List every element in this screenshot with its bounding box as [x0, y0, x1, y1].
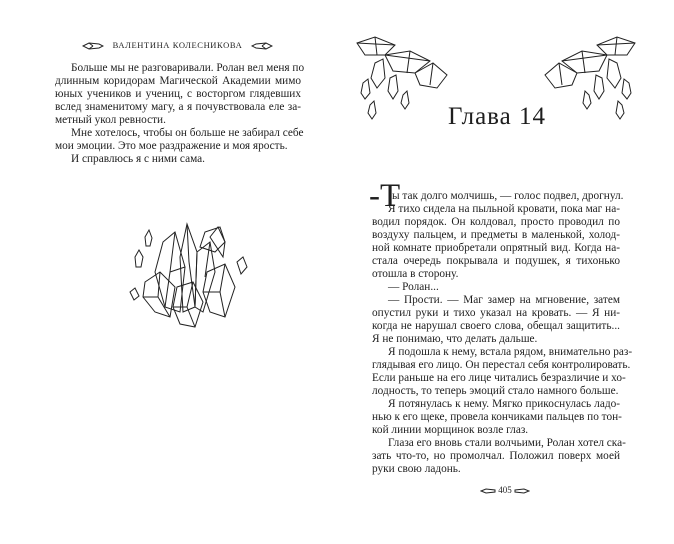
text-line: стала очередь покрывала и подушек, я тихонько: [372, 255, 620, 267]
text-line: Я тихо сидела на пыльной кровати, пока маг на-: [388, 203, 620, 215]
right-body-text: [372, 190, 633, 476]
text-line: Я не понимаю, что делать дальше.: [372, 333, 538, 345]
text-line: — Прости. — Маг замер на мгновение, затем: [388, 294, 620, 306]
text-line: ы так долго молчишь, — голос подвел, дрогнул.: [392, 190, 624, 202]
running-header: [55, 40, 300, 50]
page-number-text: 405: [498, 485, 512, 495]
text-line: вслед знаменитому магу, а я почувствовала еле за-: [55, 101, 301, 113]
text-line: Я потянулась к нему. Мягко прикоснулась ладо-: [388, 398, 620, 410]
drop-cap: -Т: [369, 178, 401, 214]
text-line: метный укол ревности.: [55, 114, 166, 126]
text-line: Я подошла к нему, встала рядом, внимательно раз-: [388, 346, 633, 358]
text-line: водил порядок. Он колдовал, просто проводил по: [372, 216, 620, 228]
text-line: воздуху пальцем, и предметы в маленькой, холод-: [372, 229, 620, 241]
chapter-title: Глава 14: [448, 103, 546, 130]
ornament-icon: [480, 488, 496, 494]
text-line: — Ролан...: [388, 281, 439, 293]
text-line: руки свою ладонь.: [372, 463, 461, 475]
text-line: нью к его щеке, провела кончиками пальцев по тон-: [372, 411, 622, 423]
text-line: Больше мы не разговаривали. Ролан вел меня по: [71, 62, 305, 74]
text-line: зать что-то, но промолчал. Положил поверх моей: [372, 450, 620, 462]
text-line: глядывая его лицо. Он перестал себя контролировать.: [372, 359, 631, 371]
author-name: ВАЛЕНТИНА КОЛЕСНИКОВА: [112, 40, 243, 50]
left-body-text: [55, 62, 305, 166]
text-line: мои эмоции. Это мое раздражение и моя ярость.: [55, 140, 288, 152]
text-line: Мне хотелось, чтобы он больше не забирал себе: [71, 127, 304, 139]
text-line: когда не нарушал своего слова, обещал защитить...: [372, 320, 620, 332]
text-line: длинным коридорам Магической Академии мимо: [55, 75, 301, 87]
text-line: И справлюсь я с ними сама.: [71, 153, 206, 165]
crystal-cluster-illustration: [125, 212, 255, 337]
text-line: ной комнате приобретали опрятный вид. Когда на-: [372, 242, 620, 254]
text-line: лодность, то теперь эмоций стало намного больше.: [372, 385, 619, 397]
text-line: опустил руки и тихо указал на кровать. — Я ни-: [372, 307, 620, 319]
text-line: кой линии морщинок возле глаз.: [372, 424, 529, 436]
ornament-icon: [251, 42, 273, 50]
text-line: отошла в сторону.: [372, 268, 459, 280]
text-line: Глаза его вновь стали волчьими, Ролан хотел ска-: [388, 437, 626, 449]
ornament-icon: [514, 488, 530, 494]
text-line: юных учеников и учениц, с восторгом глядевших: [55, 88, 301, 100]
ornament-icon: [82, 42, 104, 50]
text-line: Если раньше на его лице читались безразличие и хо-: [372, 372, 626, 384]
page-number: [460, 485, 550, 495]
